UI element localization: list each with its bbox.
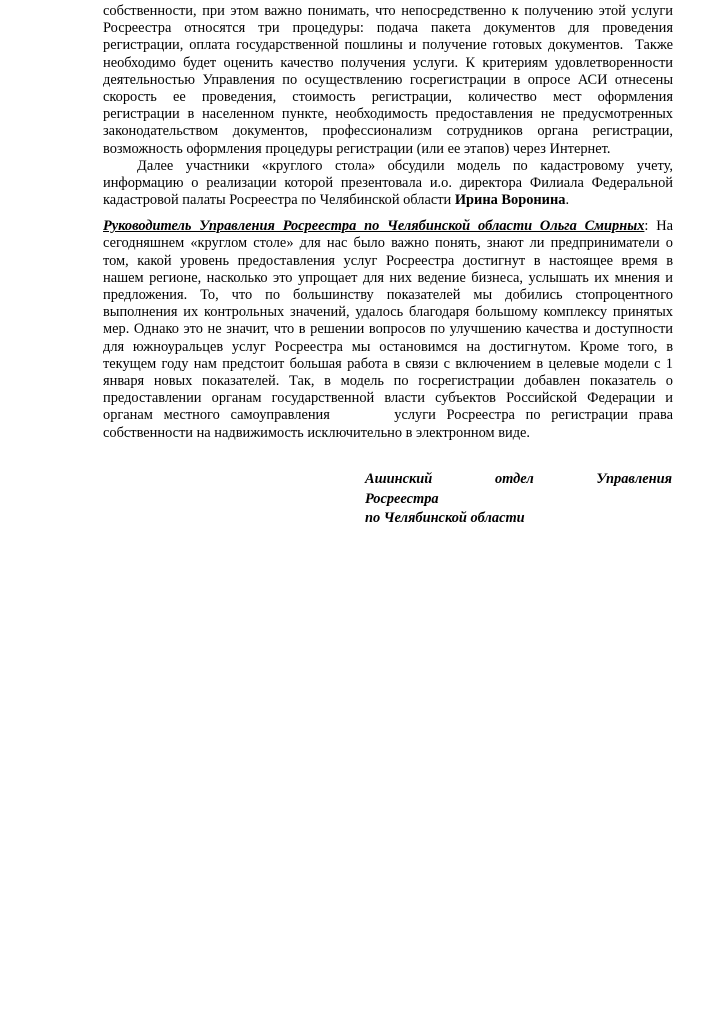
text-run: необходимо будет оценить качество получения услуги. К критериям удовлетворенности — [103, 54, 673, 71]
text-line — [103, 235, 673, 252]
text-run: том, какой уровень предоставления услуг Росреестра достигнут в настоящее время в — [103, 252, 673, 269]
paragraph-3 — [103, 218, 673, 441]
text-run: регистрации, оплата государственной пошлины и получение готовых документов. Также — [103, 37, 673, 54]
text-run: мер. Однако это не значит, что в решении вопросов по улучшению качества и доступности — [103, 321, 673, 338]
text-line — [103, 175, 673, 192]
text-line — [103, 287, 673, 304]
paragraph-2 — [103, 158, 673, 210]
text-line — [103, 253, 673, 270]
text-line — [103, 270, 673, 287]
text-line — [103, 339, 673, 356]
text-line — [103, 390, 673, 407]
text-line — [103, 55, 673, 72]
text-line — [103, 106, 673, 123]
text-line — [103, 425, 673, 442]
text-run: органам местного самоуправления услуги Росреестра по регистрации права — [103, 407, 673, 424]
text-run: возможность оформления процедуры регистрации (или ее этапов) через Интернет. — [103, 140, 611, 157]
text-line — [103, 158, 673, 175]
text-run: собственности на надвижимость исключительно в электронном виде. — [103, 424, 531, 441]
text-run: собственности, при этом важно понимать, что непосредственно к получению этой услуги — [103, 3, 673, 19]
signature-block — [365, 470, 672, 529]
text-run: . — [565, 192, 570, 209]
person-name-bold: Ирина Воронина — [454, 192, 566, 209]
text-line — [103, 3, 673, 20]
text-run: предоставлении органам государственной власти субъектов Российской Федерации и — [103, 390, 673, 407]
text-line — [103, 407, 673, 424]
text-run: текущем году нам предстоит большая работа в связи с включением в целевые модели с 1 — [103, 355, 673, 372]
signature-line-1: Ашинский отдел Управления — [365, 471, 672, 487]
text-line — [103, 89, 673, 106]
text-run: нашем регионе, насколько это упрощает для них ведение бизнеса, услышать их мнения и — [103, 269, 673, 286]
text-run: сегодняшнем «круглом столе» для нас было важно понять, знают ли предприниматели о — [103, 235, 673, 252]
text-line — [103, 304, 673, 321]
text-run: Далее участники «круглого стола» обсудили модель по кадастровому учету, — [137, 157, 673, 174]
document-body — [103, 3, 673, 442]
text-line — [103, 321, 673, 338]
text-run: деятельностью Управления по осуществлению госрегистрации в опросе АСИ отнесены — [103, 71, 673, 88]
text-line — [103, 356, 673, 373]
text-line — [103, 373, 673, 390]
text-line — [103, 141, 673, 158]
text-run: января новых показателей. Так, в модель по госрегистрации добавлен показатель о — [103, 372, 673, 389]
text-line — [103, 218, 673, 235]
paragraph-1 — [103, 3, 673, 158]
signature-line-3: по Челябинской области — [365, 510, 525, 526]
text-run: информацию о реализации которой презентовала и.о. директора Филиала Федеральной — [103, 174, 673, 191]
text-run: регистрации в населенном пункте, необходимость предоставления не предусмотренных — [103, 106, 673, 123]
signature-line-2: Росреестра — [365, 490, 439, 507]
text-run: для южноуральцев услуг Росреестра мы остановимся на достигнутом. Кроме того, в — [103, 338, 673, 355]
text-line — [103, 192, 673, 209]
text-run: : На — [644, 218, 673, 235]
text-line — [103, 72, 673, 89]
text-line — [103, 20, 673, 37]
text-line — [103, 37, 673, 54]
text-run: кадастровой палаты Росреестра по Челябинской области — [103, 192, 455, 209]
text-run: законодательством документов, профессионализм сотрудников органа регистрации, — [103, 123, 673, 140]
text-run: скорость ее проведения, стоимость регистрации, количество мест оформления — [103, 88, 673, 105]
text-run: выполнения их контрольных значений, удалось благодаря большому комплексу принятых — [103, 304, 673, 321]
text-run: Росреестра относятся три процедуры: подача пакета документов для проведения — [103, 20, 673, 37]
text-run: предложения. То, что по большинству показателей мы добились стопроцентного — [103, 287, 673, 303]
text-line — [103, 123, 673, 140]
speaker-name-emphasis: Руководитель Управления Росреестра по Челябинской области Ольга Смирных — [103, 218, 645, 235]
